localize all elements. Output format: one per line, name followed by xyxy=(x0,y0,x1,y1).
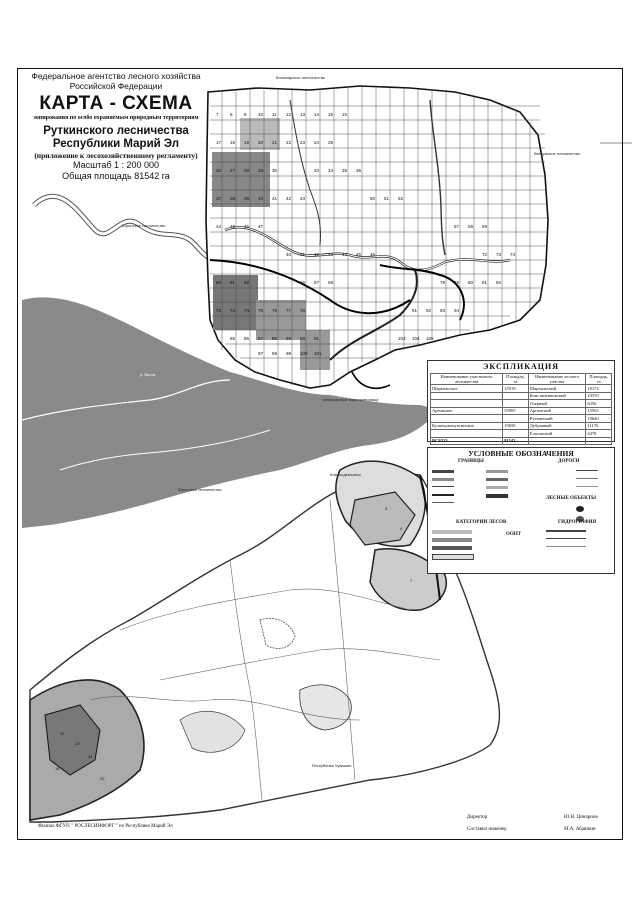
svg-text:18: 18 xyxy=(230,140,236,145)
svg-text:11: 11 xyxy=(272,112,277,117)
legend-swatch xyxy=(486,486,508,489)
svg-text:9: 9 xyxy=(244,112,247,117)
map-subtitle: зонирования по особо охраняемым природным территориям xyxy=(33,115,199,122)
svg-text:27: 27 xyxy=(230,168,236,173)
svg-text:7: 7 xyxy=(410,578,413,583)
svg-text:15: 15 xyxy=(328,112,334,117)
legend-swatch xyxy=(576,478,598,479)
table-cell: 15919 xyxy=(503,385,529,393)
forestry-name: Руткинского лесничества xyxy=(43,125,189,138)
appendix-note: (приложение к лесохозяйственному регламенту) xyxy=(34,150,198,160)
table-cell xyxy=(431,400,503,408)
south-region-label: Республика Чувашия xyxy=(312,763,352,768)
svg-text:75: 75 xyxy=(258,308,264,313)
svg-text:59: 59 xyxy=(482,224,488,229)
title-block xyxy=(26,72,206,181)
svg-text:22: 22 xyxy=(100,776,105,781)
svg-text:88: 88 xyxy=(272,336,278,341)
svg-text:61: 61 xyxy=(230,280,236,285)
svg-text:91: 91 xyxy=(314,336,320,341)
legend-swatch xyxy=(486,494,508,498)
svg-text:38: 38 xyxy=(230,196,236,201)
legend-swatch xyxy=(576,486,598,487)
table-header-row xyxy=(431,374,612,385)
svg-text:21: 21 xyxy=(272,140,278,145)
svg-text:41: 41 xyxy=(272,196,278,201)
svg-text:80: 80 xyxy=(468,280,474,285)
table-cell xyxy=(431,392,503,400)
svg-text:18: 18 xyxy=(55,766,60,771)
legend-swatch xyxy=(546,530,586,532)
legend-swatch xyxy=(432,554,474,560)
svg-text:56: 56 xyxy=(300,280,306,285)
legend-section-hydro: ГИДРОГРАФИЯ xyxy=(558,520,597,525)
table-cell xyxy=(503,415,529,423)
table-cell: Аргинское xyxy=(431,407,503,415)
svg-text:44: 44 xyxy=(216,224,222,229)
footer-organization: Филиал ФГУП " РОСЛЕСИНФОРГ " по Республике Марий Эл xyxy=(38,824,173,829)
svg-text:81: 81 xyxy=(482,280,488,285)
svg-text:44: 44 xyxy=(342,252,348,257)
river-label: р. Волга xyxy=(140,372,156,377)
legend-title: УСЛОВНЫЕ ОБОЗНАЧЕНИЯ xyxy=(468,449,574,458)
table-cell: 10173 xyxy=(586,385,612,393)
svg-text:22: 22 xyxy=(286,140,292,145)
svg-text:23: 23 xyxy=(300,140,306,145)
svg-text:40: 40 xyxy=(258,196,264,201)
director-name: Ю.Н. Цинарнов xyxy=(564,815,598,820)
svg-text:3: 3 xyxy=(385,506,388,511)
legend-section-roads: ДОРОГИ xyxy=(558,459,580,464)
legend-swatch xyxy=(432,546,472,550)
table-total-row xyxy=(431,437,612,445)
total-label: ВСЕГО xyxy=(431,437,503,445)
svg-text:72: 72 xyxy=(482,252,488,257)
explication-grid xyxy=(430,373,612,445)
svg-text:8: 8 xyxy=(230,112,233,117)
svg-text:43: 43 xyxy=(328,252,334,257)
legend-section-categories: КАТЕГОРИИ ЛЕСОВ xyxy=(456,520,507,525)
legend-swatch xyxy=(432,478,454,481)
table-cell: 11176 xyxy=(586,422,612,430)
legend-swatch xyxy=(432,538,472,542)
total-area: Общая площадь 81542 га xyxy=(62,170,170,181)
table-cell: Кузнецовонуксинское xyxy=(431,422,503,430)
header-cell: Площадь, га xyxy=(586,374,612,385)
table-cell xyxy=(431,415,503,423)
explication-table xyxy=(427,360,615,442)
legend-swatch xyxy=(432,494,454,496)
svg-text:89: 89 xyxy=(286,336,292,341)
table-row xyxy=(431,392,612,400)
southwest-neighbor-label: Юринское лесничество xyxy=(178,487,222,492)
legend-section-oopt: ООПТ xyxy=(506,532,522,537)
svg-text:46: 46 xyxy=(370,252,376,257)
table-cell: Озерный xyxy=(528,400,586,408)
legend-swatch xyxy=(576,506,584,512)
svg-text:17: 17 xyxy=(216,140,222,145)
svg-text:19: 19 xyxy=(244,140,250,145)
svg-text:51: 51 xyxy=(384,196,390,201)
svg-text:103: 103 xyxy=(398,336,406,341)
svg-text:25: 25 xyxy=(328,140,334,145)
svg-text:57: 57 xyxy=(454,224,460,229)
legend-swatch xyxy=(432,486,454,487)
svg-text:12: 12 xyxy=(60,731,65,736)
svg-text:45: 45 xyxy=(230,224,236,229)
svg-text:24: 24 xyxy=(314,140,320,145)
legend-swatch xyxy=(486,470,508,473)
svg-text:92: 92 xyxy=(426,308,432,313)
table-cell: Шарьяльский xyxy=(528,385,586,393)
legend-swatch xyxy=(432,502,454,503)
legend-swatch xyxy=(546,538,586,539)
svg-text:47: 47 xyxy=(258,224,264,229)
town-label: Козьмодемьянск xyxy=(330,472,361,477)
header-cell: Наименование лесного участка xyxy=(528,374,586,385)
svg-text:41: 41 xyxy=(300,252,306,257)
svg-text:85: 85 xyxy=(230,336,236,341)
svg-text:58: 58 xyxy=(468,224,474,229)
reservoir-label: Чебоксарское водохранилище xyxy=(322,397,379,402)
svg-text:13: 13 xyxy=(75,741,80,746)
svg-text:100: 100 xyxy=(300,351,308,356)
table-cell: Еласовский xyxy=(528,430,586,438)
total-value: 81542 xyxy=(503,437,529,445)
table-cell: Шарьяльское xyxy=(431,385,503,393)
svg-text:26: 26 xyxy=(216,168,222,173)
legend-swatch xyxy=(486,478,508,481)
svg-text:99: 99 xyxy=(286,351,292,356)
agency-line-1: Федеральное агентство лесного хозяйства xyxy=(31,71,201,81)
svg-text:39: 39 xyxy=(244,196,250,201)
svg-text:45: 45 xyxy=(356,252,362,257)
svg-text:104: 104 xyxy=(412,336,420,341)
svg-text:20: 20 xyxy=(258,140,264,145)
legend-section-objects: ЛЕСНЫЕ ОБЪЕКТЫ xyxy=(546,496,597,501)
table-cell xyxy=(503,430,529,438)
svg-text:76: 76 xyxy=(272,308,278,313)
table-cell xyxy=(503,400,529,408)
svg-text:77: 77 xyxy=(286,308,292,313)
svg-text:62: 62 xyxy=(244,280,250,285)
svg-text:74: 74 xyxy=(244,308,250,313)
svg-text:28: 28 xyxy=(244,168,250,173)
svg-text:72: 72 xyxy=(216,308,222,313)
svg-text:36: 36 xyxy=(356,168,362,173)
map-scale: Масштаб 1 : 200 000 xyxy=(72,160,160,171)
svg-text:90: 90 xyxy=(300,336,306,341)
east-neighbor-label: Ветлужское лесничество xyxy=(534,151,581,156)
svg-text:94: 94 xyxy=(454,308,460,313)
north-neighbor-label: Килемарское лесничество xyxy=(276,75,326,80)
svg-text:13: 13 xyxy=(300,112,306,117)
svg-text:42: 42 xyxy=(314,252,320,257)
table-cell: 55905 xyxy=(503,407,529,415)
svg-text:40: 40 xyxy=(286,252,292,257)
legend-swatch xyxy=(546,546,586,547)
svg-text:87: 87 xyxy=(258,336,264,341)
table-row xyxy=(431,407,612,415)
table-cell: 4478 xyxy=(586,430,612,438)
svg-text:58: 58 xyxy=(328,280,334,285)
svg-text:37: 37 xyxy=(216,196,222,201)
header-cell: Наименование участкового лесничества xyxy=(431,374,503,385)
svg-text:43: 43 xyxy=(300,196,306,201)
table-cell: 19658 xyxy=(503,422,529,430)
svg-text:98: 98 xyxy=(272,351,278,356)
table-cell: Константиновский xyxy=(528,392,586,400)
svg-text:33: 33 xyxy=(314,168,320,173)
table-cell: 10370 xyxy=(586,392,612,400)
svg-text:79: 79 xyxy=(454,280,460,285)
table-cell xyxy=(431,430,503,438)
table-cell xyxy=(528,437,586,445)
engineer-label: Составил инженер xyxy=(467,827,507,832)
svg-text:73: 73 xyxy=(230,308,236,313)
svg-text:30: 30 xyxy=(272,168,278,173)
table-cell: Руткинский xyxy=(528,415,586,423)
header-cell: Площадь, га xyxy=(503,374,529,385)
svg-text:82: 82 xyxy=(496,280,502,285)
table-row xyxy=(431,430,612,438)
table-cell: Аргинский xyxy=(528,407,586,415)
table-row xyxy=(431,385,612,393)
svg-text:97: 97 xyxy=(258,351,264,356)
svg-text:42: 42 xyxy=(286,196,292,201)
republic-name: Республики Марий Эл xyxy=(52,138,180,151)
director-label: Директор xyxy=(467,815,488,820)
svg-text:52: 52 xyxy=(398,196,404,201)
table-cell: Дубравный xyxy=(528,422,586,430)
svg-text:4: 4 xyxy=(400,526,403,531)
svg-text:105: 105 xyxy=(426,336,434,341)
table-cell: 6356 xyxy=(586,400,612,408)
legend-panel xyxy=(427,447,615,574)
svg-text:34: 34 xyxy=(328,168,334,173)
svg-text:29: 29 xyxy=(258,168,264,173)
svg-text:101: 101 xyxy=(314,351,322,356)
svg-text:14: 14 xyxy=(88,754,93,759)
table-row xyxy=(431,400,612,408)
table-cell: 15563 xyxy=(586,407,612,415)
svg-text:78: 78 xyxy=(300,308,306,313)
svg-text:7: 7 xyxy=(216,112,219,117)
svg-text:93: 93 xyxy=(440,308,446,313)
svg-text:57: 57 xyxy=(314,280,320,285)
svg-text:86: 86 xyxy=(244,336,250,341)
svg-text:10: 10 xyxy=(258,112,264,117)
svg-text:74: 74 xyxy=(510,252,516,257)
svg-text:12: 12 xyxy=(286,112,292,117)
table-cell xyxy=(586,437,612,445)
west-neighbor-label: Юринское лесничество xyxy=(122,223,166,228)
svg-text:35: 35 xyxy=(342,168,348,173)
explication-title: ЭКСПЛИКАЦИЯ xyxy=(482,362,559,371)
table-cell xyxy=(503,392,529,400)
svg-text:46: 46 xyxy=(244,224,250,229)
svg-text:16: 16 xyxy=(342,112,348,117)
table-row xyxy=(431,415,612,423)
svg-text:73: 73 xyxy=(496,252,502,257)
svg-text:50: 50 xyxy=(370,196,376,201)
map-title: КАРТА - СХЕМА xyxy=(39,92,193,114)
svg-text:91: 91 xyxy=(412,308,418,313)
legend-swatch xyxy=(576,470,598,471)
legend-swatch xyxy=(432,470,454,473)
legend-section-borders: ГРАНИЦЫ xyxy=(458,459,484,464)
legend-swatch xyxy=(432,530,472,534)
svg-text:78: 78 xyxy=(440,280,446,285)
engineer-name: М.А. Абашкин xyxy=(564,827,596,832)
table-row xyxy=(431,422,612,430)
agency-line-2: Российской Федерации xyxy=(69,80,163,91)
svg-text:60: 60 xyxy=(216,280,222,285)
table-cell: 19640 xyxy=(586,415,612,423)
svg-text:14: 14 xyxy=(314,112,320,117)
